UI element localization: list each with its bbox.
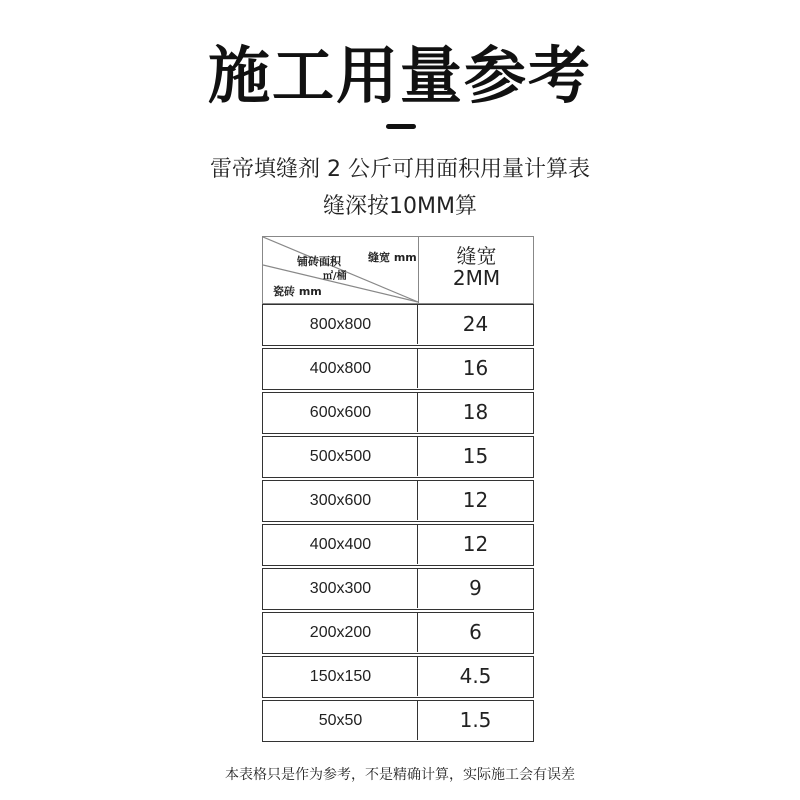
table-row [262, 392, 534, 434]
table-row [262, 304, 534, 346]
area-value-cell: 12 [462, 488, 489, 512]
tile-size-cell: 600x600 [309, 404, 372, 421]
table-row [262, 568, 534, 610]
table-header [262, 236, 534, 304]
area-value-cell: 24 [462, 312, 489, 336]
area-value-cell: 9 [469, 576, 482, 600]
table-row [262, 524, 534, 566]
area-value-cell: 18 [462, 400, 489, 424]
header-diagonal-cell [263, 237, 418, 302]
header-divider [418, 237, 419, 303]
header-tile-label: 瓷砖 mm [273, 285, 322, 298]
cell-divider [417, 657, 418, 696]
header-area-label: 铺砖面积 [297, 255, 341, 268]
subtitle-line-1: 雷帝填缝剂 2 公斤可用面积用量计算表 [210, 157, 590, 182]
tile-size-cell: 400x800 [309, 360, 372, 377]
area-value-cell: 1.5 [459, 708, 492, 732]
cell-divider [417, 349, 418, 388]
tile-size-cell: 500x500 [309, 448, 372, 465]
tile-size-cell: 150x150 [309, 668, 372, 685]
table-row [262, 700, 534, 742]
table-row [262, 656, 534, 698]
cell-divider [417, 613, 418, 652]
title-underline [386, 124, 416, 129]
header-width-label: 缝宽 mm [368, 251, 417, 264]
cell-divider [417, 525, 418, 564]
column-value: 2MM [452, 266, 501, 290]
table-row [262, 436, 534, 478]
area-value-cell: 15 [462, 444, 489, 468]
cell-divider [417, 701, 418, 740]
tile-size-cell: 50x50 [318, 712, 363, 729]
page-title: 施工用量参考 [207, 39, 592, 112]
header-column-title [420, 245, 533, 289]
table-row [262, 348, 534, 390]
tile-size-cell: 300x600 [309, 492, 372, 509]
tile-size-cell: 200x200 [309, 624, 372, 641]
area-value-cell: 16 [462, 356, 489, 380]
cell-divider [417, 437, 418, 476]
tile-size-cell: 300x300 [309, 580, 372, 597]
tile-size-cell: 800x800 [309, 316, 372, 333]
table-row [262, 612, 534, 654]
tile-size-cell: 400x400 [309, 536, 372, 553]
cell-divider [417, 305, 418, 344]
area-value-cell: 12 [462, 532, 489, 556]
cell-divider [417, 569, 418, 608]
header-area-unit: ㎡/桶 [323, 271, 347, 282]
table-row [262, 480, 534, 522]
usage-table [262, 236, 534, 744]
area-value-cell: 6 [469, 620, 482, 644]
area-value-cell: 4.5 [459, 664, 492, 688]
subtitle-line-2: 缝深按10MM算 [323, 194, 477, 219]
cell-divider [417, 393, 418, 432]
column-title: 缝宽 [456, 244, 497, 268]
footer-note: 本表格只是作为参考，不是精确计算，实际施工会有误差 [225, 767, 575, 783]
cell-divider [417, 481, 418, 520]
